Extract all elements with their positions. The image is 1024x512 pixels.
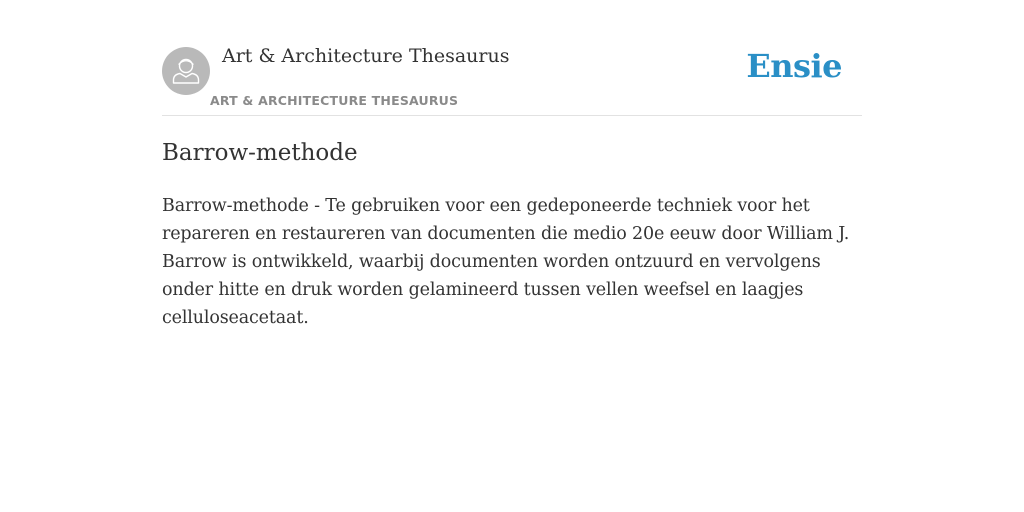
header <box>162 0 862 116</box>
brand-logo[interactable]: Ensie <box>746 47 842 85</box>
definition-text: Barrow-methode - Te gebruiken voor een gedeponeerde techniek voor het repareren en restaureren van documenten die medio 20e eeuw door William J. Barrow is ontwikkeld, waarbij documenten worden ontzuurd en vervolgens onder hitte en druk worden gelamineerd tussen vellen weefsel en laagjes celluloseacetaat. <box>162 196 850 328</box>
author-subtitle: ART & ARCHITECTURE THESAURUS <box>210 93 459 108</box>
avatar[interactable] <box>162 47 210 95</box>
author-name[interactable]: Art & Architecture Thesaurus <box>222 45 510 67</box>
page-title: Barrow-methode <box>162 140 358 166</box>
page-container <box>162 0 862 328</box>
user-avatar-icon <box>162 47 210 95</box>
